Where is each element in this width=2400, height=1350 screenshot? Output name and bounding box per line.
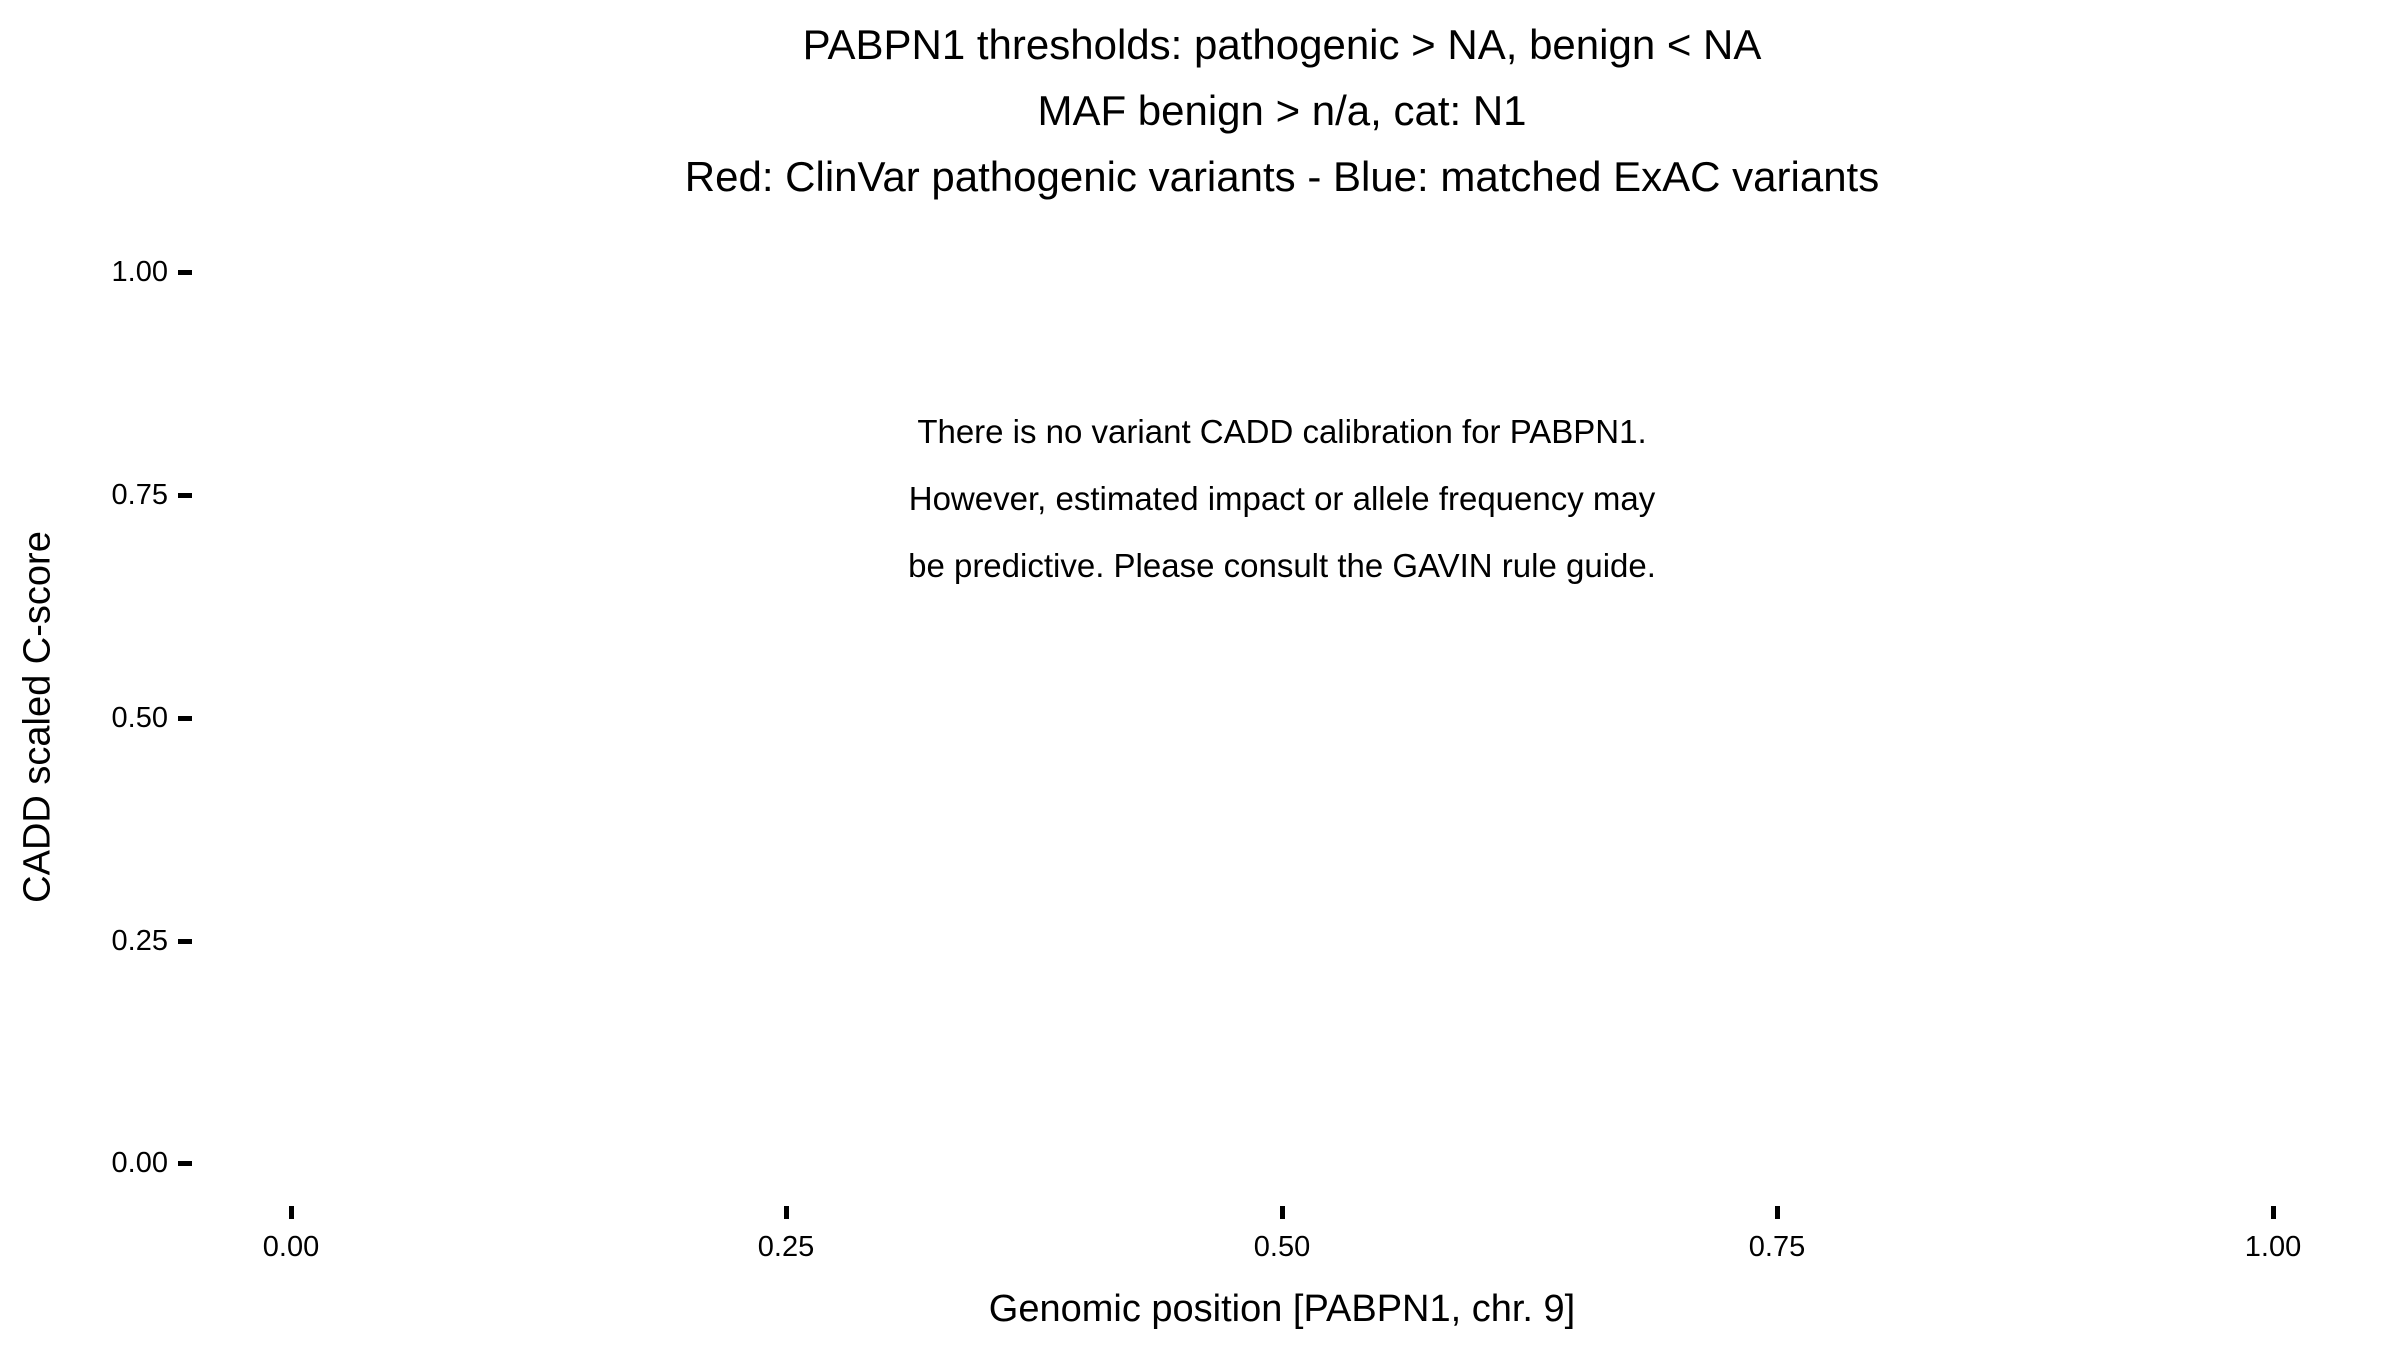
x-tick-mark-0.00 bbox=[289, 1206, 294, 1219]
x-tick-label-0.00: 0.00 bbox=[262, 1231, 320, 1263]
y-tick-mark-0.25 bbox=[178, 939, 192, 944]
annotation-line-3: be predictive. Please consult the GAVIN rule guide. bbox=[908, 547, 1656, 584]
x-tick-label-0.25: 0.25 bbox=[757, 1231, 815, 1263]
annotation-line-1: There is no variant CADD calibration for PABPN1. bbox=[917, 413, 1647, 450]
chart-title-line-3: Red: ClinVar pathogenic variants - Blue: matched ExAC variants bbox=[684, 153, 1880, 200]
y-tick-mark-0.00 bbox=[178, 1161, 192, 1166]
chart-title bbox=[182, 12, 2382, 210]
y-tick-label-0.50: 0.50 bbox=[111, 702, 168, 734]
y-tick-label-0.25: 0.25 bbox=[111, 925, 168, 957]
y-axis-title: CADD scaled C-score bbox=[16, 531, 59, 903]
x-axis-title: Genomic position [PABPN1, chr. 9] bbox=[988, 1288, 1576, 1330]
x-tick-mark-1.00 bbox=[2271, 1206, 2276, 1219]
plot-panel bbox=[192, 227, 2390, 1208]
y-tick-mark-1.00 bbox=[178, 270, 192, 275]
x-tick-label-1.00: 1.00 bbox=[2244, 1231, 2302, 1263]
x-tick-mark-0.25 bbox=[784, 1206, 789, 1219]
y-tick-label-1.00: 1.00 bbox=[111, 256, 168, 288]
chart-title-line-2: MAF benign > n/a, cat: N1 bbox=[1037, 87, 1527, 134]
annotation-text bbox=[282, 398, 2282, 599]
y-tick-mark-0.75 bbox=[178, 493, 192, 498]
x-tick-label-0.75: 0.75 bbox=[1748, 1231, 1806, 1263]
x-tick-label-0.50: 0.50 bbox=[1253, 1231, 1311, 1263]
chart-title-line-1: PABPN1 thresholds: pathogenic > NA, benign < NA bbox=[802, 21, 1762, 68]
y-tick-label-0.75: 0.75 bbox=[111, 479, 168, 511]
annotation-line-2: However, estimated impact or allele frequency may bbox=[908, 480, 1656, 517]
x-tick-mark-0.75 bbox=[1775, 1206, 1780, 1219]
x-tick-mark-0.50 bbox=[1280, 1206, 1285, 1219]
y-tick-label-0.00: 0.00 bbox=[111, 1147, 168, 1179]
y-tick-mark-0.50 bbox=[178, 716, 192, 721]
